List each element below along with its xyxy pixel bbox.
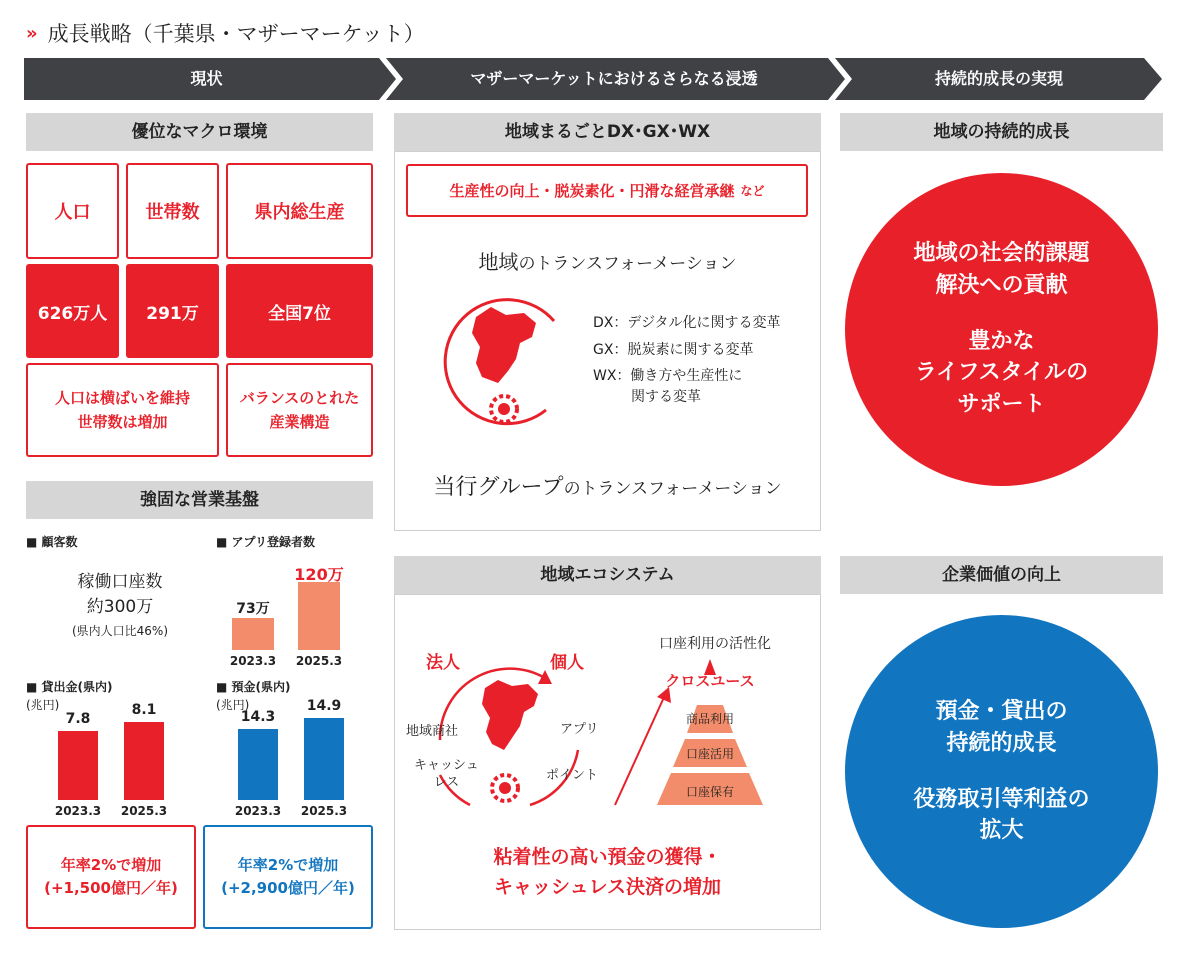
dx-item-wx-text: ：働き方や生産性に (616, 368, 743, 385)
loan-chart-unit: (兆円) (26, 698, 60, 712)
chiba-circle-icon (436, 285, 586, 435)
sustain-line-1: 地域の社会的課題 (913, 240, 1090, 266)
eco-bottom (394, 842, 821, 903)
dx-banner-suffix: など (740, 184, 765, 198)
chart-value-label: 14.9 (306, 698, 342, 714)
customers-line-1: 稼働口座数 (77, 572, 163, 592)
deposit-chart (216, 695, 376, 820)
phase-current: 現状 (190, 69, 223, 88)
deposit-growth-line-1: 年率2%で増加 (237, 855, 339, 874)
chart-bar (298, 582, 340, 650)
chart-category-label: 2025.3 (300, 804, 348, 818)
chart-bar (124, 722, 164, 800)
deposit-chart-title: ■ 預金(県内) (216, 680, 291, 694)
eco-indiv: 個人 (550, 653, 584, 673)
macro-value-population: 626万人 (26, 264, 119, 358)
chart-value-label: 14.3 (240, 709, 276, 726)
macro-value-households: 291万 (126, 264, 219, 358)
chart-bar (232, 618, 274, 650)
dx-item-gx (593, 337, 781, 364)
pyramid-tier-2: 口座活用 (685, 747, 734, 761)
pyramid-tier-1: 商品利用 (685, 712, 734, 726)
dx-group-sub: のトランスフォーメーション (563, 479, 782, 499)
sustain-line-4: 豊かな (968, 328, 1035, 354)
chart-category-label: 2023.3 (54, 804, 102, 818)
pyramid-title: 口座利用の活性化 (659, 636, 771, 652)
macro-value-gdp: 全国7位 (226, 264, 373, 358)
pyramid-tier-3: 口座保有 (685, 785, 734, 799)
eco-heading: 地域エコシステム (394, 556, 821, 594)
dx-heading: 地域まるごとDX･GX･WX (394, 113, 821, 151)
chart-value-label: 120万 (294, 565, 344, 584)
eco-cashless-1: キャッシュ (414, 758, 479, 773)
macro-note-2-line-2: 産業構造 (269, 413, 330, 431)
dx-item-dx (593, 310, 781, 337)
chart-value-label: 73万 (236, 600, 270, 617)
eco-cashless (414, 758, 479, 792)
eco-trading: 地域商社 (406, 724, 459, 739)
dx-banner (406, 164, 808, 217)
macro-note-1-line-2: 世帯数は増加 (77, 413, 168, 431)
macro-label-gdp: 県内総生産 (226, 163, 373, 259)
deposit-chart-unit: (兆円) (216, 698, 250, 712)
macro-note-population (26, 363, 219, 457)
dx-regional-title (394, 246, 821, 275)
sustain-line-6: サポート (957, 392, 1046, 418)
chart-bar (58, 731, 98, 800)
value-line-2: 持続的成長 (946, 730, 1057, 756)
dx-items (593, 310, 781, 410)
page-title-text: 成長戦略（千葉県・マザーマーケット） (47, 22, 425, 46)
customers-line-2: 約300万 (86, 596, 154, 617)
phase-sustainable: 持続的成長の実現 (934, 69, 1063, 88)
phase-penetration: マザーマーケットにおけるさらなる浸透 (470, 69, 758, 88)
value-line-4: 役務取引等利益の (913, 786, 1090, 812)
dx-group-title (394, 470, 821, 501)
sustain-heading: 地域の持続的成長 (840, 113, 1163, 151)
eco-bottom-2: キャッシュレス決済の増加 (493, 876, 722, 899)
sustain-line-5: ライフスタイルの (914, 360, 1089, 386)
customers-label: ■ 顧客数 (26, 535, 78, 549)
macro-note-industry (226, 363, 373, 457)
dx-item-dx-key: DX (593, 315, 614, 331)
customers-note: (県内人口比46%) (71, 624, 169, 639)
value-circle (845, 615, 1158, 928)
chart-category-label: 2023.3 (229, 654, 277, 668)
macro-note-2-line-1: バランスのとれた (239, 389, 360, 407)
chevron-right-icon: » (26, 22, 38, 44)
macro-label-population: 人口 (26, 163, 119, 259)
dx-banner-text: 生産性の向上・脱炭素化・円滑な経営承継 (449, 182, 735, 200)
chart-value-label: 8.1 (131, 702, 157, 718)
macro-label-households: 世帯数 (126, 163, 219, 259)
loan-chart (26, 695, 201, 820)
eco-app: アプリ (560, 722, 599, 737)
chart-category-label: 2025.3 (295, 654, 343, 668)
sustain-line-2: 解決への貢献 (935, 272, 1068, 298)
chart-category-label: 2025.3 (120, 804, 168, 818)
value-line-1: 預金・貸出の (935, 698, 1068, 724)
chart-bar (304, 718, 344, 800)
chart-category-label: 2023.3 (234, 804, 282, 818)
dx-group-main: 当行グループ (433, 475, 564, 500)
eco-cashless-2: レス (433, 774, 460, 790)
chart-value-label: 7.8 (65, 711, 91, 727)
value-line-5: 拡大 (979, 818, 1024, 844)
sustain-circle (845, 173, 1158, 486)
base-heading: 強固な営業基盤 (26, 481, 373, 519)
page-title (26, 18, 425, 48)
deposit-growth-box (203, 825, 373, 929)
dx-regional-main: 地域 (478, 250, 519, 274)
loan-chart-title: ■ 貸出金(県内) (26, 680, 113, 694)
loan-growth-box (26, 825, 196, 929)
dx-item-wx-cont: 関する変革 (631, 388, 701, 405)
eco-corp: 法人 (426, 653, 460, 673)
dx-item-gx-text: ：脱炭素に関する変革 (613, 341, 754, 358)
dx-item-wx-key: WX (593, 368, 617, 385)
phase-bar (24, 58, 1164, 100)
pyramid-cross-use: クロスユース (665, 672, 755, 690)
eco-bottom-1: 粘着性の高い預金の獲得・ (493, 846, 722, 868)
macro-heading: 優位なマクロ環境 (26, 113, 373, 151)
loan-growth-line-2: (+1,500億円／年) (44, 879, 178, 897)
loan-growth-line-1: 年率2%で増加 (60, 855, 162, 874)
eco-point: ポイント (546, 768, 599, 783)
dx-item-gx-key: GX (593, 341, 614, 358)
deposit-growth-line-2: (+2,900億円／年) (221, 879, 355, 897)
value-heading: 企業価値の向上 (840, 556, 1163, 594)
dx-regional-sub: のトランスフォーメーション (518, 254, 737, 274)
dx-item-dx-text: ：デジタル化に関する変革 (613, 315, 781, 331)
macro-note-1-line-1: 人口は横ばいを維持 (54, 389, 190, 407)
app-chart-title: ■ アプリ登録者数 (216, 535, 316, 549)
customers-block (40, 570, 200, 641)
chart-bar (238, 729, 278, 800)
app-chart (216, 550, 376, 670)
